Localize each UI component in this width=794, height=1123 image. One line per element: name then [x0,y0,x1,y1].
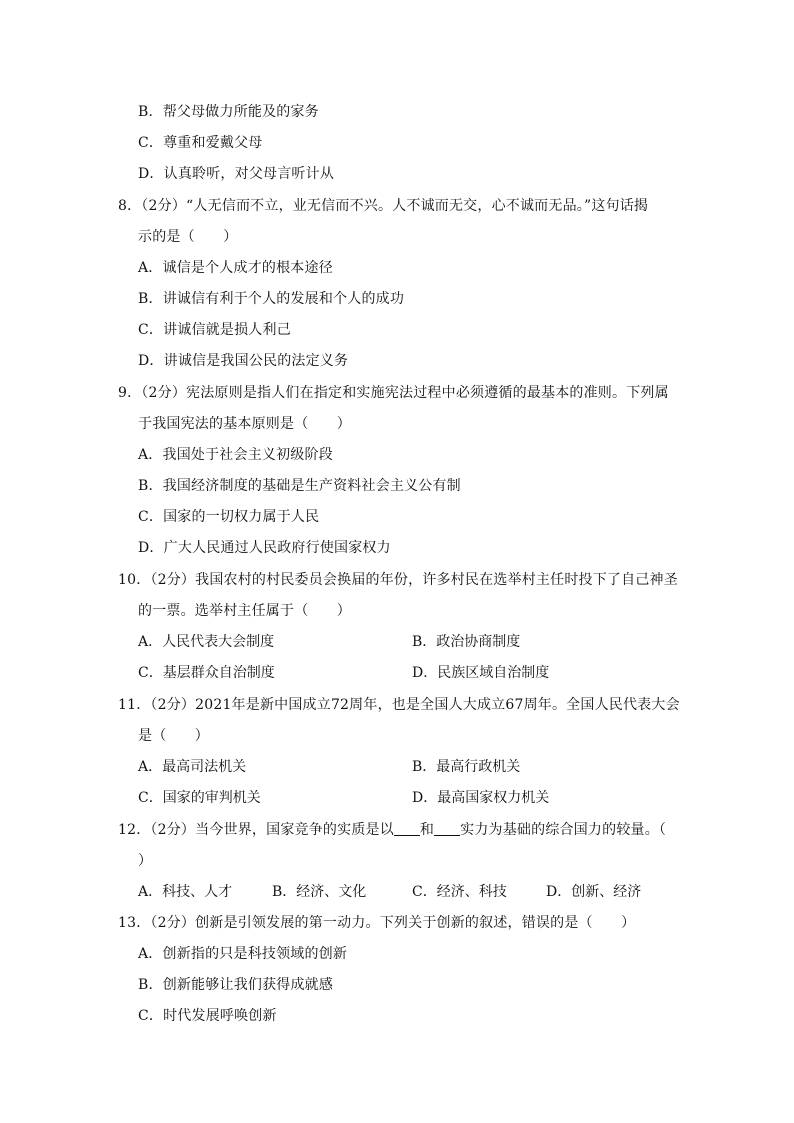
q10-option-c: C．基层群众自治制度 [138,665,275,681]
q9-stem-line1: 9．（2分）宪法原则是指人们在指定和实施宪法过程中必须遵循的最基本的准则。下列属 [118,385,669,401]
q9-option-a: A．我国处于社会主义初级阶段 [138,447,333,463]
q12-blank-2 [434,821,460,836]
q13-stem-line1: 13．（2分）创新是引领发展的第一动力。下列关于创新的叙述，错误的是（ ） [118,915,636,931]
q8-option-a: A．诚信是个人成才的根本途径 [138,260,333,276]
q12-stem-part-c: 实力为基础的综合国力的较量。（ [460,822,667,838]
q8-stem-line2: 示的是（ ） [138,229,238,245]
q12-stem-part-b: 和 [419,822,435,838]
q12-option-c: C．经济、科技 [412,884,507,900]
q11-option-b: B．最高行政机关 [412,759,521,775]
q12-option-b: B．经济、文化 [272,884,367,900]
q11-stem-line2: 是（ ） [138,728,209,744]
q7-option-d: D．认真聆听，对父母言听计从 [138,166,335,182]
q10-stem-line2: 的一票。选举村主任属于（ ） [138,603,351,619]
q13-option-c: C．时代发展呼唤创新 [138,1008,277,1024]
q9-option-b: B．我国经济制度的基础是生产资料社会主义公有制 [138,478,461,494]
q9-option-d: D．广大人民通过人民政府行使国家权力 [138,540,391,556]
q12-option-a: A．科技、人才 [138,884,233,900]
q10-option-a: A．人民代表大会制度 [138,634,275,650]
q10-option-b: B．政治协商制度 [412,634,521,650]
q11-option-c: C．国家的审判机关 [138,790,261,806]
q9-stem-line2: 于我国宪法的基本原则是（ ） [138,416,351,432]
q12-blank-1 [394,821,420,836]
q13-option-b: B．创新能够让我们获得成就感 [138,977,334,993]
q7-option-c: C．尊重和爱戴父母 [138,135,263,151]
q12-stem-part-a: 12．（2分）当今世界，国家竞争的实质是以 [118,822,394,838]
q8-option-c: C．讲诚信就是损人利己 [138,322,291,338]
q8-stem-line1: 8．（2分）“人无信而不立，业无信而不兴。人不诚而无交，心不诚而无品。”这句话揭 [118,198,649,214]
q13-option-a: A．创新指的只是科技领域的创新 [138,946,348,962]
q10-stem-line1: 10．（2分）我国农村的村民委员会换届的年份，许多村民在选举村主任时投下了自己神圣 [118,572,678,588]
q11-option-a: A．最高司法机关 [138,759,247,775]
q8-option-d: D．讲诚信是我国公民的法定义务 [138,353,349,369]
q12-stem-line2: ） [138,853,153,869]
q7-option-b: B．帮父母做力所能及的家务 [138,104,319,120]
q12-stem-line1 [118,820,666,840]
q9-option-c: C．国家的一切权力属于人民 [138,509,320,525]
q12-option-d: D．创新、经济 [546,884,642,900]
q8-option-b: B．讲诚信有利于个人的发展和个人的成功 [138,291,405,307]
q11-stem-line1: 11．（2分）2021年是新中国成立72周年，也是全国人大成立67周年。全国人民代表大会 [118,697,680,713]
q11-option-d: D．最高国家权力机关 [412,790,550,806]
q10-option-d: D．民族区域自治制度 [412,665,550,681]
